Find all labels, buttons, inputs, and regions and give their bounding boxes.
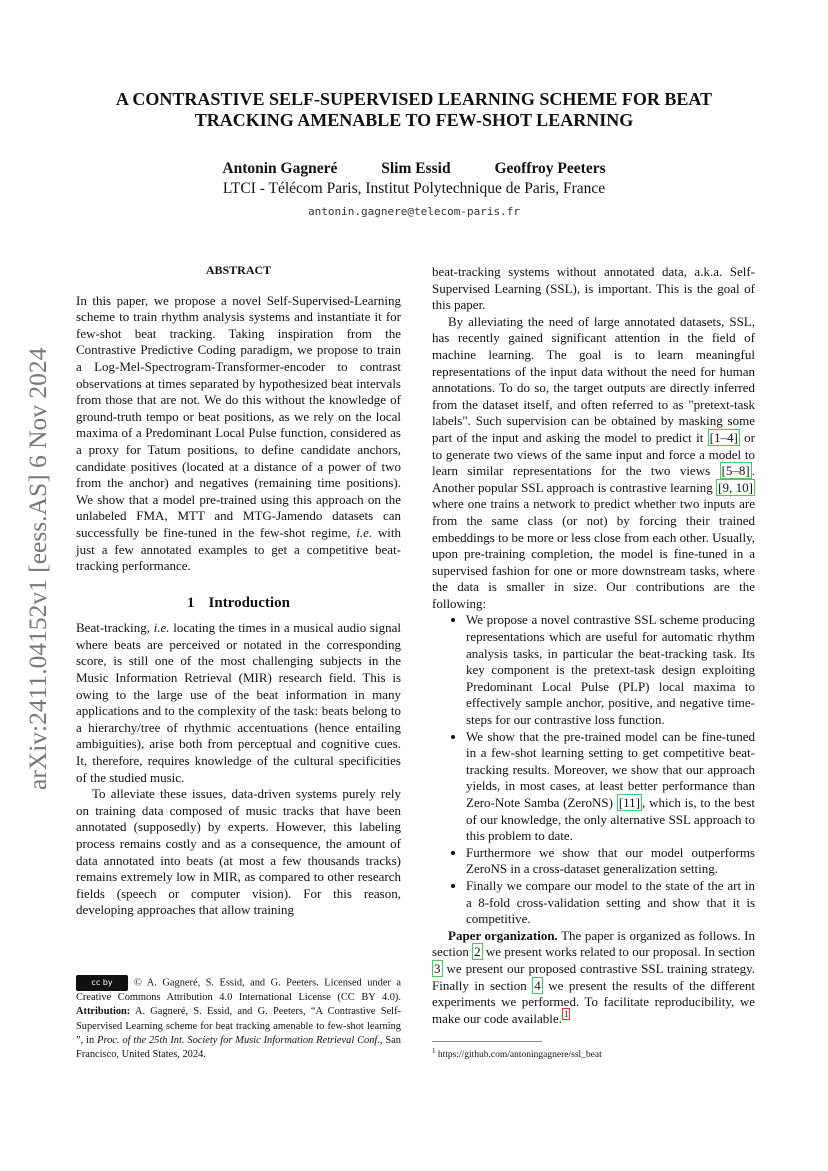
abstract-heading: ABSTRACT (205, 263, 272, 277)
citation-link[interactable]: [11] (618, 795, 640, 810)
section-link[interactable]: 2 (474, 944, 481, 960)
footnote-link[interactable]: 1 (563, 1009, 569, 1020)
footnote-url[interactable]: https://github.com/antoningagnere/ssl_beat (435, 1050, 602, 1061)
citation-link[interactable]: [9, 10] (718, 479, 753, 495)
list-item: • Furthermore we show that our model outperforms ZeroNS in a cross-dataset generalization setting. (466, 845, 755, 878)
list-item: • Finally we compare our model to the state of the art in a 8-fold cross-validation setting and show that it is competitive. (466, 878, 755, 928)
affiliation: LTCI - Télécom Paris, Institut Polytechnique de Paris, France (222, 180, 606, 197)
list-item: • We show that the pre-trained model can be fine-tuned in a few-shot learning setting to get competitive beat-tracking results. Moreover, we show that our approach yields, in most cases, at least better performance than Zero-Note Samba (ZeroNS) [11] , which is, to the best of our knowledge, the only alternative SSL approach to this problem to date. (466, 729, 755, 845)
body-paragraph: beat-tracking systems without annotated data, a.k.a. Self-Supervised Learning (SSL), is important. This is the goal of this paper. (432, 264, 755, 313)
body-paragraph: By alleviating the need of large annotated datasets, SSL, has recently gained significant attention in the field of machine learning. The goal is to learn meaningful representations of the input data without the need for human annotations. To do so, the target outputs are directly inferred from the dataset itself, and often referred to as "pretext-task labels". Such supervision can be obtained by masking some part of the input and asking the model to predict it [1–4] or to generate two views of the same input and force a model to learn similar representations for the two views [5–8] . Another popular SSL approach is contrastive learning [9, 10] where one trains a network to predict whether two inputs are from the same class (or not) by forcing their trained embeddings to be more or less close from each other. Usually, upon pre-training completion, the model is fine-tuned in a supervised fashion for one or more downstream tasks, where the data is smaller in size. Our contributions are the following: (432, 313, 755, 611)
section-link[interactable]: 4 (534, 977, 541, 993)
author-name: Slim Essid (381, 160, 451, 177)
author-name: Antonin Gagneré (222, 160, 338, 177)
citation-link[interactable]: [5–8] (721, 463, 750, 479)
author-list (0, 160, 828, 178)
right-column (432, 264, 755, 1027)
left-column (76, 262, 401, 919)
attribution-label: Attribution: (76, 1006, 131, 1018)
license-block: cc by © A. Gagneré, S. Essid, and G. Peeters. Licensed under a Creative Commons Attribution 4.0 International License (CC BY 4.0). Attribution: A. Gagneré, S. Essid, and G. Peeters, “A Contrastive Self-Supervised Learning scheme for beat tracking amenable to few-shot learning ”, in Proc. of the 25th Int. Society for Music Information Retrieval Conf., San Francisco, United States, 2024. (76, 975, 401, 1062)
list-item: • We propose a novel contrastive SSL scheme producing representations which are useful for automatic rhythm analysis tasks, in particular the beat-tracking task. Its key component is the pretext-task design exploiting Predominant Local Pulse (PLP) local maxima to effectively sample anchor, positive, and negative time-steps for our contrastive loss function. (466, 612, 755, 728)
abstract-text: In this paper, we propose a novel Self-Supervised-Learning scheme to train rhythm analysis systems and instantiate it for few-shot beat tracking. Taking inspiration from the Contrastive Predictive Coding paradigm, we propose to train a Log-Mel-Spectrogram-Transformer-encoder to contrast observations at times separated by hypothesized beat intervals from those that are not. We do this without the knowledge of ground-truth tempo or beat positions, as we rely on the local maxima of a Predominant Local Pulse function, considered as a proxy for Tatum positions, to define candidate anchors, candidate positives (located at a distance of a power of two from the anchor) and negatives (remaining time positions). We show that a model pre-trained using this approach on the unlabeled FMA, MTT and MTG-Jamendo datasets can successfully be fine-tuned in the few-shot regime, i.e. with just a few annotated examples to get a competitive beat-tracking performance. (76, 292, 401, 574)
contact-email[interactable]: antonin.gagnere@telecom-paris.fr (308, 205, 520, 218)
title-line-1: A CONTRASTIVE SELF-SUPERVISED LEARNING SCHEME FOR BEAT (115, 89, 713, 109)
footnote-divider (432, 1041, 542, 1042)
paper-title (60, 89, 768, 131)
footnote: $^1$ https://github.com/antoningagnere/ssl_beat (432, 1047, 602, 1061)
cc-by-logo-icon: cc by (76, 975, 128, 991)
arxiv-sidebar-stamp: arXiv:2411.04152v1 [eess.AS] 6 Nov 2024 (23, 347, 52, 790)
contributions-list (432, 612, 755, 927)
paper-organization-paragraph: Paper organization. The paper is organized as follows. In section 2 we present works related to our proposal. In section 3 we present our proposed contrastive SSL training strategy. Finally in section 4 we present the results of the different experiments we performed. To facilitate reproducibility, we make our code available. $^1$ (432, 927, 756, 1026)
section-heading-introduction: 1 Introduction (187, 594, 290, 611)
intro-paragraph-1: Beat-tracking, i.e. locating the times in a musical audio signal where beats are perceived or notated in the corresponding score, is still one of the most challenging subjects in the Music Information Retrieval (MIR) research field. This is owing to the large use of the beat information in many applications and to the complexity of the task: beats belong to a hierarchy/tree of rhythmic accentuations (hence entailing ambiguities), arise both from perceptual and cognitive cues. It, therefore, requires knowledge of the cultural specificities of the studied music. (76, 620, 401, 785)
section-link[interactable]: 3 (434, 960, 441, 976)
author-name: Geoffroy Peeters (494, 160, 606, 177)
citation-link[interactable]: [1–4] (709, 429, 738, 445)
intro-paragraph-2: To alleviate these issues, data-driven systems purely rely on training data composed of music tracks that have been annotated (supposedly) by experts. However, this labeling process remains costly and as a consequence, the amount of data annotated into beats (at most a few thousands tracks) remains extremely low in MIR, as compared to other research fields (speech or computer vision). For this reason, developing approaches that allow training (76, 786, 401, 918)
license-text: © A. Gagneré, S. Essid, and G. Peeters. Licensed under a Creative Commons Attribution 4.0 International License (CC BY 4.0). (76, 977, 401, 1003)
title-line-2: TRACKING AMENABLE TO FEW-SHOT LEARNING (194, 110, 634, 130)
